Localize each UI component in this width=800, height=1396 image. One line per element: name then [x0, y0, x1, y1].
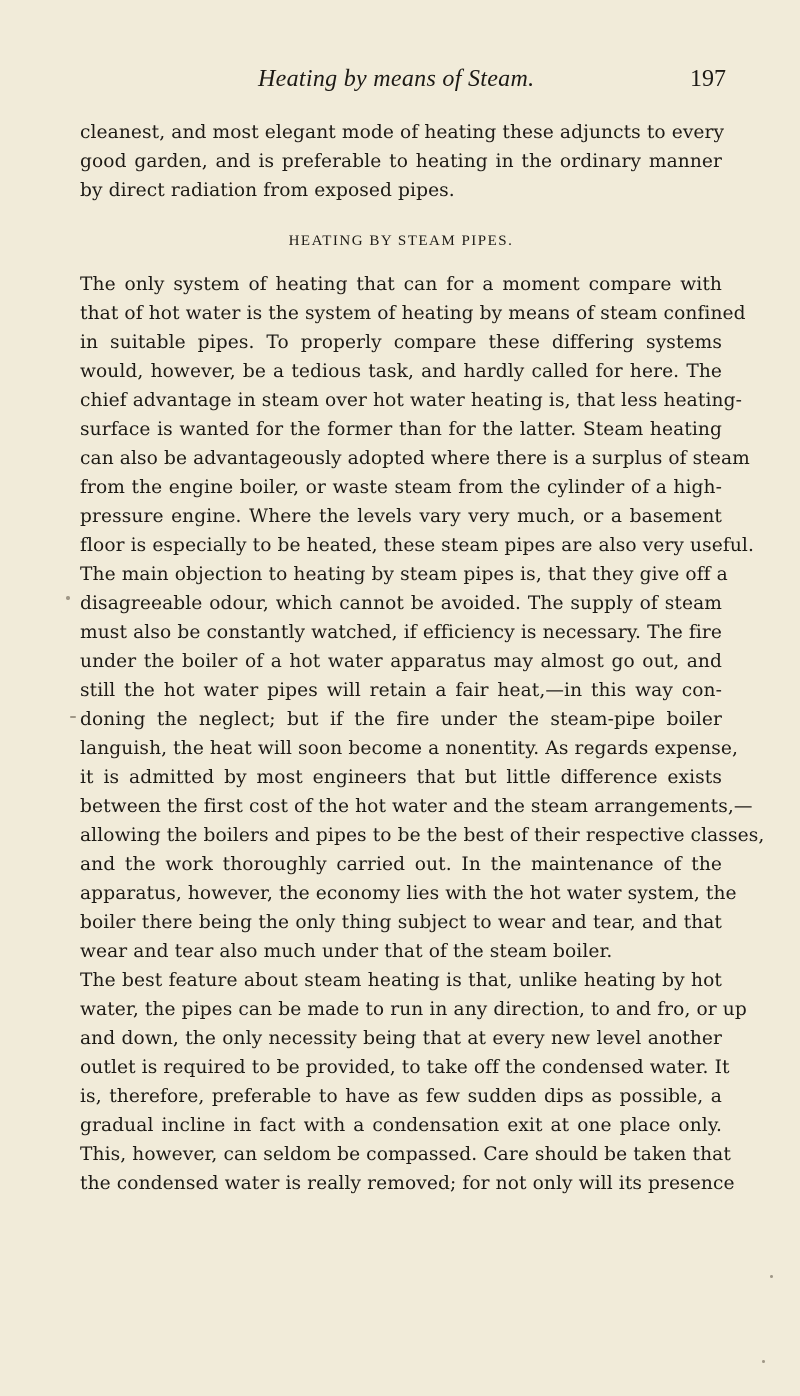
text-line: it is admitted by most engineers that but little difference exists [80, 767, 722, 788]
page-number: 197 [690, 66, 726, 92]
text-line: good garden, and is preferable to heating in the ordinary manner [80, 151, 722, 172]
text-line: cleanest, and most elegant mode of heating these adjuncts to every [80, 122, 725, 143]
paragraph-2 [80, 270, 765, 966]
text-line: and the work thoroughly carried out. In the maintenance of the [80, 854, 722, 875]
paper-speck [66, 596, 70, 600]
text-line: doning the neglect; but if the fire under the steam-pipe boiler [80, 709, 722, 730]
text-line: disagreeable odour, which cannot be avoided. The supply of steam [80, 593, 722, 614]
text-line: floor is especially to be heated, these steam pipes are also very useful. [80, 535, 754, 556]
paper-speck [770, 1275, 773, 1278]
text-line: pressure engine. Where the levels vary very much, or a basement [80, 506, 722, 527]
running-head [0, 62, 800, 102]
text-line: surface is wanted for the former than for the latter. Steam heating [80, 419, 722, 440]
text-line: languish, the heat will soon become a nonentity. As regards expense, [80, 738, 739, 759]
text-line: would, however, be a tedious task, and hardly called for here. The [80, 361, 722, 382]
text-line: wear and tear also much under that of the steam boiler. [80, 941, 613, 962]
text-line: boiler there being the only thing subject to wear and tear, and that [80, 912, 722, 933]
text-line: This, however, can seldom be compassed. Care should be taken that [80, 1144, 731, 1165]
text-line: by direct radiation from exposed pipes. [80, 180, 455, 201]
text-line: between the first cost of the hot water and the steam arrangements,— [80, 796, 753, 817]
text-line: can also be advantageously adopted where there is a surplus of steam [80, 448, 750, 469]
paragraph-3 [80, 966, 747, 1198]
text-line: The best feature about steam heating is that, unlike heating by hot [80, 970, 722, 991]
text-line: must also be constantly watched, if efficiency is necessary. The fire [80, 622, 722, 643]
running-title: Heating by means of Steam. [258, 66, 535, 92]
text-line: gradual incline in fact with a condensation exit at one place only. [80, 1115, 722, 1136]
text-line: chief advantage in steam over hot water heating is, that less heating- [80, 390, 742, 411]
body-text [80, 118, 765, 1198]
text-line: under the boiler of a hot water apparatus may almost go out, and [80, 651, 722, 672]
text-line: still the hot water pipes will retain a fair heat,—in this way con- [80, 680, 722, 701]
paper-speck [70, 716, 76, 718]
text-line: is, therefore, preferable to have as few sudden dips as possible, a [80, 1086, 722, 1107]
text-line: the condensed water is really removed; for not only will its presence [80, 1173, 735, 1194]
section-heading: HEATING BY STEAM PIPES. [288, 233, 514, 249]
text-line: and down, the only necessity being that at every new level another [80, 1028, 722, 1049]
text-line: in suitable pipes. To properly compare these differing systems [80, 332, 722, 353]
text-line: The only system of heating that can for a moment compare with [80, 274, 722, 295]
text-line: allowing the boilers and pipes to be the best of their respective classes, [80, 825, 765, 846]
text-line: that of hot water is the system of heating by means of steam confined [80, 303, 746, 324]
text-line: from the engine boiler, or waste steam from the cylinder of a high- [80, 477, 722, 498]
text-line: apparatus, however, the economy lies with the hot water system, the [80, 883, 737, 904]
paragraph-1 [80, 118, 725, 205]
paper-speck [762, 1360, 765, 1363]
text-line: water, the pipes can be made to run in any direction, to and fro, or up [80, 999, 747, 1020]
text-line: outlet is required to be provided, to take off the condensed water. It [80, 1057, 730, 1078]
text-line: The main objection to heating by steam pipes is, that they give off a [80, 564, 728, 585]
